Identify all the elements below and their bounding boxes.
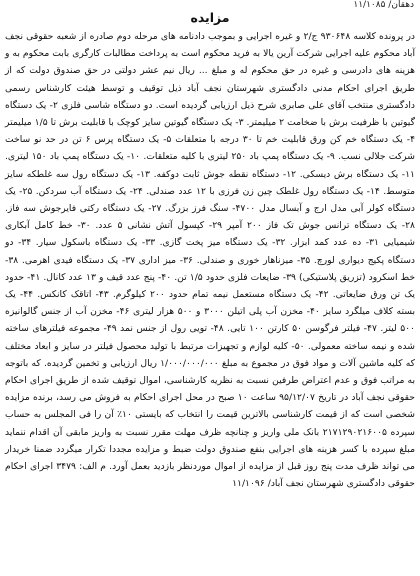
notice-body-text: در پرونده کلاسه ۹۳۰۶۴۸ ج/۲ و غیره اجرایی و بموجب دادنامه های مرحله دوم صادره از شعبه حقوقی نجف آباد محکوم علیه اجرایی شرکت آرین یالا به فرید محکوم است به پرداخت مطالبات کارگری بابت محکوم به و هزینه های دادرسی و غیره در حق محکوم له و مبلغ ... ریال نیم عشر دولتی در حق صندوق دولت که از طریق اجرای احکام مدنی دادگستری شهرستان نجف آباد ذیل توقیف و توسط هیئت کارشناس رسمی دادگستری منتخب آقای علی صابری شرح ذیل ارزیابی گردیده است. دو دستگاه شاسی فلزی ۲- یک دستگاه گیوتین با ظرفیت برش با ضخامت ۲ میلیمتر. ۳- یک دستگاه گیوتین سایز کوچک با قابلیت برش تا ۱/۵ میلیمتر ۴- یک دستگاه خم کن ورق قابلیت خم تا ۳۰ درجه با متعلقات ۵- یک دستگاه پرس ۶ تن در حد نو ساخت شرکت جلالی نسب. ۹- یک دستگاه پمپ باد ۲۵۰ لیتری با کلیه متعلقات. ۱۰- یک دستگاه پمپ باد ۱۵۰ لیتری. ۱۱- یک دستگاه برش دیسکی. ۱۲- دستگاه نقطه جوش ثابت دوکفه. ۱۳- یک دستگاه رول سه غلطکه سایز متوسط. ۱۴- یک دستگاه رول غلطک چین زن فرزی با ۱۲ عدد صندلی. ۲۴- یک دستگاه آب سردکن. ۲۵- یک دستگاه کولر آبی مدل ارج و آبسال مدل ۴۷۰۰- سنگ فرز بزرگ. ۲۷- یک دستگاه رکتی فایرجوش سه فاز. ۲۸- یک دستگاه ترانس جوش تک فاز ۲۰۰ آمپر ۲۹- کپسول آتش نشانی ۵ عدد. ۳۰- خط کامل آبکاری شیمیایی ۳۱- ده عدد کمد ابزار. ۳۲- یک دستگاه میز پخت گازی. ۳۳- یک دستگاه باسکول سیار. ۳۴- دو دستگاه پکیج دیواری لورچ. ۳۵- میزناهار خوری و صندلی. ۳۶- میز اداری ۳۷- یک دستگاه فیدی اهرمی. ۳۸- خط اسکرود (تزریق پلاستیکی) ۳۹- ضایعات فلزی حدود ۱/۵ تن. ۴۰- پنج عدد قیف و ۱۳ عدد کانال. ۴۱- حدود یک تن ورق ضایعاتی. ۴۲- یک دستگاه مستعمل نیمه تمام حدود ۲۰۰ کیلوگرم. ۴۳- اتاقک کانکس. ۴۴- یک بسته کلاف میلگرد سایز ۴۰- مخزن آب پلی اتیلن ۳۰۰۰ و ۵۰۰ هزار لیتری ۴۶- مخزن آب از جنس گالوانیزه ۵۰۰ لیتر. ۴۷- فیلتر فرگوسن ۵۰ کارتن ۱۰۰ تایی. ۴۸- تویی رول از جنس نمد ۴۹- مجموعه فیلترهای ساخته شده و نیمه ساخته معمولی. ۵۰- کلیه لوازم و تجهیزات مرتبط با تولید محصول فیلتر در سایز و ابعاد مختلف که کلیه ماشین آلات و مواد فوق در مجموع به مبلغ ۱/۰۰۰/۰۰۰/۰۰۰ ریال ارزیابی و تخمین گردیده. که باتوجه به مراتب فوق و عدم اعتراض طرفین نسبت به نظریه کارشناسی، اموال توقیف شده از طریق اجرای احکام حقوقی نجف آباد در تاریخ ۹۵/۱۲/۰۷ ساعت ۱۰ صبح در محل اجرای احکام به فروش می رسد، برنده مزایده شخصی است که از قیمت کارشناسی بالاترین قیمت را انتخاب که بایستی ۱۰٪ آن را فی المجلس به حساب سپرده ۲۱۷۱۲۹۰۲۱۶۰۰۵ بانک ملی واریز و چنانچه ظرف مهلت مقرر نسبت به واریز مابقی آن اقدام ننماید مبلغ سپرده با کسر هزینه های اجرایی بنفع صندوق دولت ضبط و مزایده مجددا تکرار میگردد ضمنا خریدار می تواند ظرف مدت پنج روز قبل از مزایده از اموال موردنظر بازدید بعمل آورد. م الف: ۳۴۷۹ اجرای احکام حقوقی دادگستری شهرستان نجف آباد/ ۱۱/۱۰۹۶ — [5, 31, 416, 490]
notice-title: مزایده — [190, 10, 230, 25]
notice-reference-number: دهقان/ ۱۱/۱۰۸۵ — [353, 0, 414, 10]
